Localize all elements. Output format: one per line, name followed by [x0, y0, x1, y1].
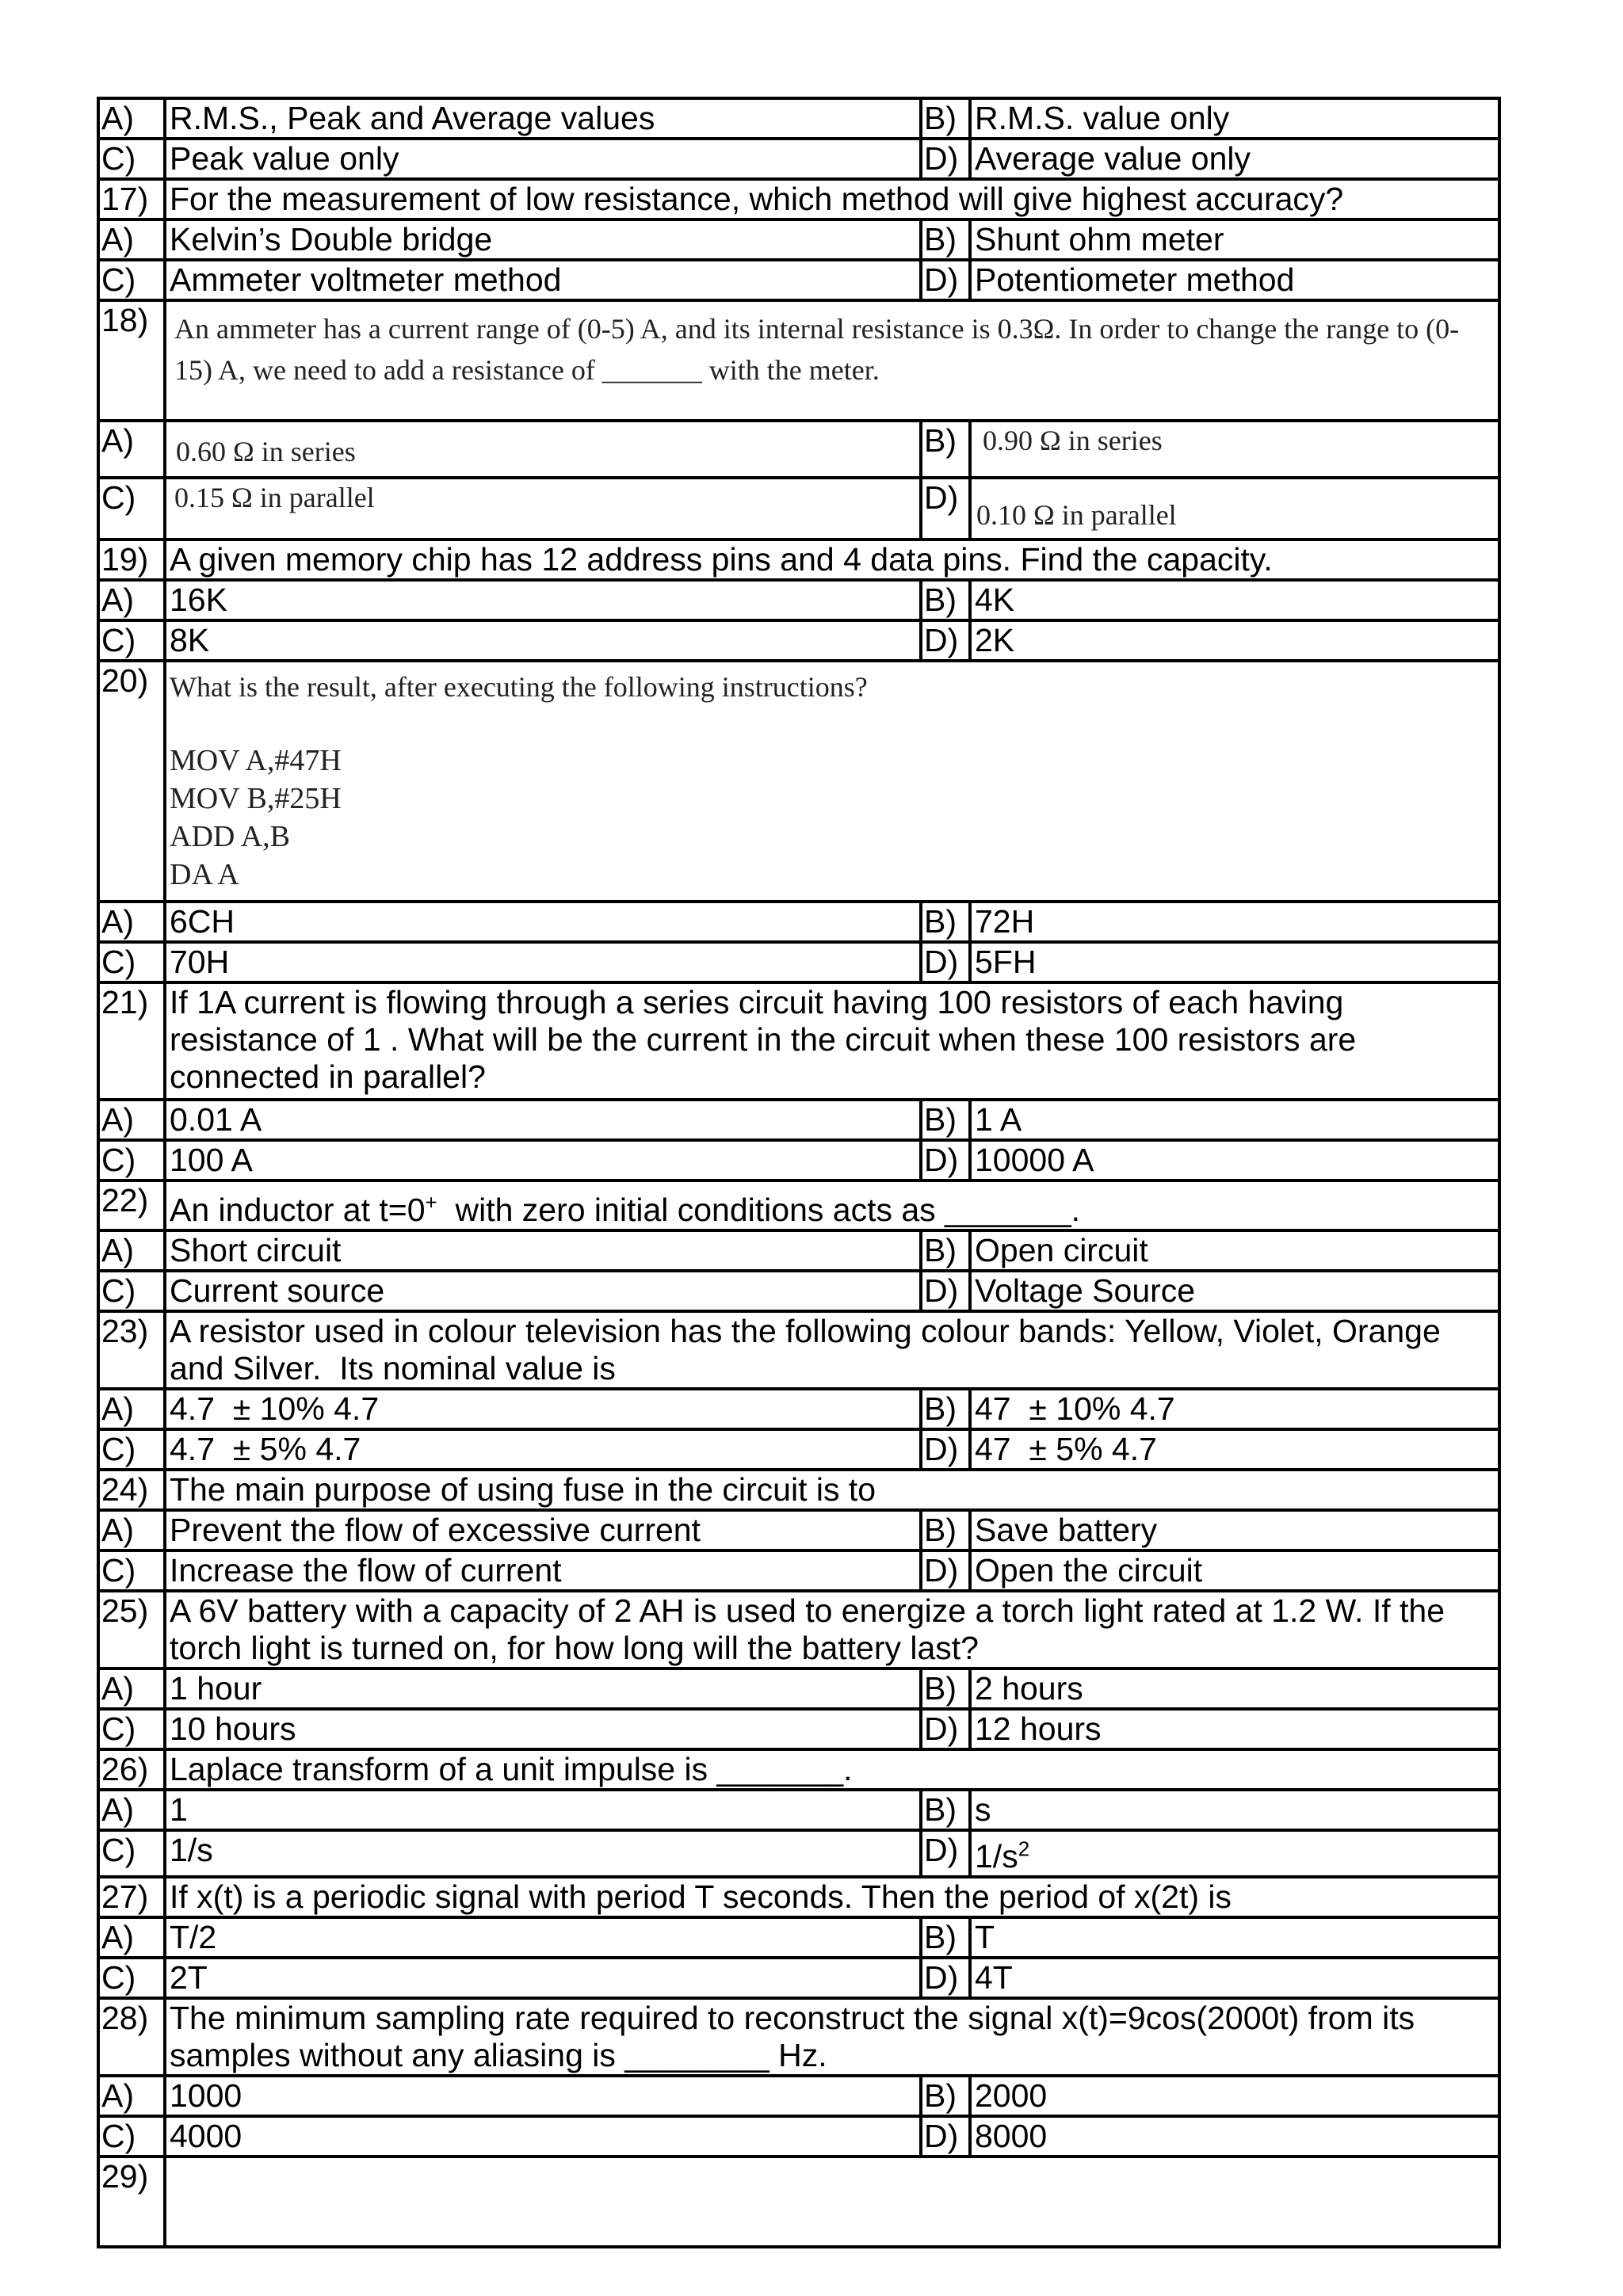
question-text: A 6V battery with a capacity of 2 AH is used to energize a torch light rated at 1.2 W. If the torch light is turned on, for how long will the battery last? [165, 1591, 1499, 1669]
option-text: 0.90 Ω in series [970, 421, 1499, 478]
option-text: 47 ± 10% 4.7 [970, 1389, 1499, 1429]
option-label: C) [98, 1550, 165, 1591]
option-label: D) [921, 139, 970, 179]
option-row [98, 942, 1499, 982]
question-text-pre: An inductor at t=0 [170, 1192, 426, 1228]
question-text: For the measurement of low resistance, which method will give highest accuracy? [165, 179, 1499, 219]
question-text: An ammeter has a current range of (0-5) A, and its internal resistance is 0.3Ω. In order to change the range to (0-15) A, we need to add a resistance of _______ with the meter. [165, 300, 1499, 421]
option-row [98, 1669, 1499, 1709]
option-row [98, 1709, 1499, 1749]
option-label: A) [98, 1100, 165, 1140]
option-label: D) [921, 1429, 970, 1470]
question-cell [165, 661, 1499, 902]
option-label: B) [921, 580, 970, 620]
option-row [98, 2076, 1499, 2116]
option-label: B) [921, 421, 970, 478]
option-row [98, 98, 1499, 139]
option-text: 0.10 Ω in parallel [970, 478, 1499, 540]
option-text: 8K [165, 620, 921, 661]
option-text: 4K [970, 580, 1499, 620]
option-text: 2000 [970, 2076, 1499, 2116]
option-text: 4000 [165, 2116, 921, 2157]
option-label: A) [98, 1389, 165, 1429]
option-text: 12 hours [970, 1709, 1499, 1749]
option-text: Potentiometer method [970, 260, 1499, 300]
superscript: 2 [1018, 1836, 1030, 1861]
question-number: 23) [98, 1311, 165, 1389]
option-label: A) [98, 580, 165, 620]
option-label: D) [921, 2116, 970, 2157]
question-number: 27) [98, 1877, 165, 1917]
option-label: A) [98, 1230, 165, 1271]
option-row [98, 1100, 1499, 1140]
option-label: A) [98, 2076, 165, 2116]
option-label: A) [98, 1510, 165, 1550]
option-label: D) [921, 478, 970, 540]
option-label: B) [921, 1510, 970, 1550]
option-label: C) [98, 1709, 165, 1749]
option-row [98, 219, 1499, 260]
option-text: Increase the flow of current [165, 1550, 921, 1591]
option-label: B) [921, 1669, 970, 1709]
option-label: C) [98, 620, 165, 661]
option-text-pre: 1/s [975, 1838, 1018, 1875]
option-label: C) [98, 1958, 165, 1998]
option-label: C) [98, 2116, 165, 2157]
question-text: Laplace transform of a unit impulse is _______. [165, 1749, 1499, 1790]
option-label: D) [921, 1271, 970, 1311]
option-text: Open the circuit [970, 1550, 1499, 1591]
option-text: Voltage Source [970, 1271, 1499, 1311]
option-row [98, 1790, 1499, 1830]
question-number: 29) [98, 2157, 165, 2247]
question-row [98, 179, 1499, 219]
option-row [98, 1510, 1499, 1550]
question-text [165, 2157, 1499, 2247]
option-text: 16K [165, 580, 921, 620]
option-label: D) [921, 260, 970, 300]
option-label: C) [98, 942, 165, 982]
code-line: MOV B,#25H [170, 782, 342, 815]
option-label: D) [921, 1830, 970, 1877]
option-row [98, 139, 1499, 179]
option-label: A) [98, 421, 165, 478]
option-row [98, 1830, 1499, 1877]
option-text: 100 A [165, 1140, 921, 1180]
question-text: If 1A current is flowing through a series circuit having 100 resistors of each having resistance of 1 . What will be the current in the circuit when these 100 resistors are connected in parallel? [165, 982, 1499, 1100]
option-text: 4.7 ± 10% 4.7 [165, 1389, 921, 1429]
option-text: 10 hours [165, 1709, 921, 1749]
option-text: 2 hours [970, 1669, 1499, 1709]
option-text: 1 [165, 1790, 921, 1830]
option-label: B) [921, 2076, 970, 2116]
question-row [98, 1180, 1499, 1230]
option-label: B) [921, 219, 970, 260]
question-number: 28) [98, 1998, 165, 2076]
option-row [98, 580, 1499, 620]
question-text-post: with zero initial conditions acts as _______. [437, 1192, 1081, 1228]
option-text: 72H [970, 902, 1499, 942]
question-number: 19) [98, 540, 165, 580]
option-label: A) [98, 1669, 165, 1709]
option-row [98, 1230, 1499, 1271]
option-label: D) [921, 620, 970, 661]
option-label: B) [921, 98, 970, 139]
option-label: B) [921, 902, 970, 942]
option-row [98, 902, 1499, 942]
option-text: 5FH [970, 942, 1499, 982]
option-label: A) [98, 1790, 165, 1830]
option-row [98, 478, 1499, 540]
option-text: Ammeter voltmeter method [165, 260, 921, 300]
code-line: DA A [170, 858, 239, 891]
question-number: 20) [98, 661, 165, 902]
option-text: 6CH [165, 902, 921, 942]
option-text: 8000 [970, 2116, 1499, 2157]
option-text: T/2 [165, 1917, 921, 1958]
option-row [98, 1271, 1499, 1311]
question-row [98, 661, 1499, 902]
option-row [98, 1140, 1499, 1180]
option-row [98, 1550, 1499, 1591]
option-label: C) [98, 478, 165, 540]
option-text: 4.7 ± 5% 4.7 [165, 1429, 921, 1470]
option-row [98, 620, 1499, 661]
option-text: Short circuit [165, 1230, 921, 1271]
option-text: 47 ± 5% 4.7 [970, 1429, 1499, 1470]
option-label: C) [98, 1830, 165, 1877]
option-text: Kelvin’s Double bridge [165, 219, 921, 260]
question-row [98, 982, 1499, 1100]
option-text: Peak value only [165, 139, 921, 179]
question-number: 21) [98, 982, 165, 1100]
code-line: ADD A,B [170, 820, 291, 853]
option-text: 1000 [165, 2076, 921, 2116]
question-row [98, 300, 1499, 421]
option-label: C) [98, 260, 165, 300]
option-text: Prevent the flow of excessive current [165, 1510, 921, 1550]
option-label: B) [921, 1100, 970, 1140]
option-label: A) [98, 98, 165, 139]
question-row [98, 1877, 1499, 1917]
option-label: B) [921, 1389, 970, 1429]
option-text: 1/s [165, 1830, 921, 1877]
option-text: 0.60 Ω in series [165, 421, 921, 478]
question-row [98, 1749, 1499, 1790]
question-text: A given memory chip has 12 address pins and 4 data pins. Find the capacity. [165, 540, 1499, 580]
option-text: 0.15 Ω in parallel [165, 478, 921, 540]
question-table [97, 97, 1501, 2248]
option-text: Save battery [970, 1510, 1499, 1550]
option-row [98, 1429, 1499, 1470]
option-row [98, 1389, 1499, 1429]
option-label: A) [98, 219, 165, 260]
option-row [98, 1917, 1499, 1958]
question-number: 18) [98, 300, 165, 421]
question-number: 17) [98, 179, 165, 219]
option-text: 1 A [970, 1100, 1499, 1140]
option-label: B) [921, 1230, 970, 1271]
question-text: What is the result, after executing the following instructions? [170, 671, 868, 703]
option-label: B) [921, 1790, 970, 1830]
option-text: 10000 A [970, 1140, 1499, 1180]
option-row [98, 260, 1499, 300]
question-text: The minimum sampling rate required to reconstruct the signal x(t)=9cos(2000t) from its samples without any aliasing is ________ Hz. [165, 1998, 1499, 2076]
option-label: C) [98, 1140, 165, 1180]
option-label: C) [98, 1271, 165, 1311]
question-number: 25) [98, 1591, 165, 1669]
option-text: 1 hour [165, 1669, 921, 1709]
question-row [98, 1470, 1499, 1510]
option-label: D) [921, 942, 970, 982]
option-text: 4T [970, 1958, 1499, 1998]
question-text: If x(t) is a periodic signal with period T seconds. Then the period of x(2t) is [165, 1877, 1499, 1917]
option-row [98, 421, 1499, 478]
option-text: T [970, 1917, 1499, 1958]
option-text: s [970, 1790, 1499, 1830]
option-label: A) [98, 902, 165, 942]
question-row [98, 1998, 1499, 2076]
option-text [970, 1830, 1499, 1877]
option-label: C) [98, 139, 165, 179]
superscript: + [425, 1190, 437, 1215]
question-row [98, 2157, 1499, 2247]
option-text: Open circuit [970, 1230, 1499, 1271]
option-row [98, 1958, 1499, 1998]
question-row [98, 540, 1499, 580]
option-text: Average value only [970, 139, 1499, 179]
option-text: R.M.S. value only [970, 98, 1499, 139]
code-line: MOV A,#47H [170, 744, 342, 777]
option-label: B) [921, 1917, 970, 1958]
option-text: 0.01 A [165, 1100, 921, 1140]
question-text: The main purpose of using fuse in the circuit is to [165, 1470, 1499, 1510]
option-label: D) [921, 1958, 970, 1998]
option-text: 70H [165, 942, 921, 982]
option-label: C) [98, 1429, 165, 1470]
option-label: D) [921, 1709, 970, 1749]
question-number: 22) [98, 1180, 165, 1230]
option-text: 2T [165, 1958, 921, 1998]
option-text: Shunt ohm meter [970, 219, 1499, 260]
question-row [98, 1591, 1499, 1669]
option-label: D) [921, 1550, 970, 1591]
option-label: D) [921, 1140, 970, 1180]
option-text: 2K [970, 620, 1499, 661]
question-text: A resistor used in colour television has the following colour bands: Yellow, Violet, Orange and Silver. Its nominal value is [165, 1311, 1499, 1389]
option-label: A) [98, 1917, 165, 1958]
question-number: 24) [98, 1470, 165, 1510]
option-text: Current source [165, 1271, 921, 1311]
question-text [165, 1180, 1499, 1230]
option-text: R.M.S., Peak and Average values [165, 98, 921, 139]
question-row [98, 1311, 1499, 1389]
question-number: 26) [98, 1749, 165, 1790]
option-row [98, 2116, 1499, 2157]
